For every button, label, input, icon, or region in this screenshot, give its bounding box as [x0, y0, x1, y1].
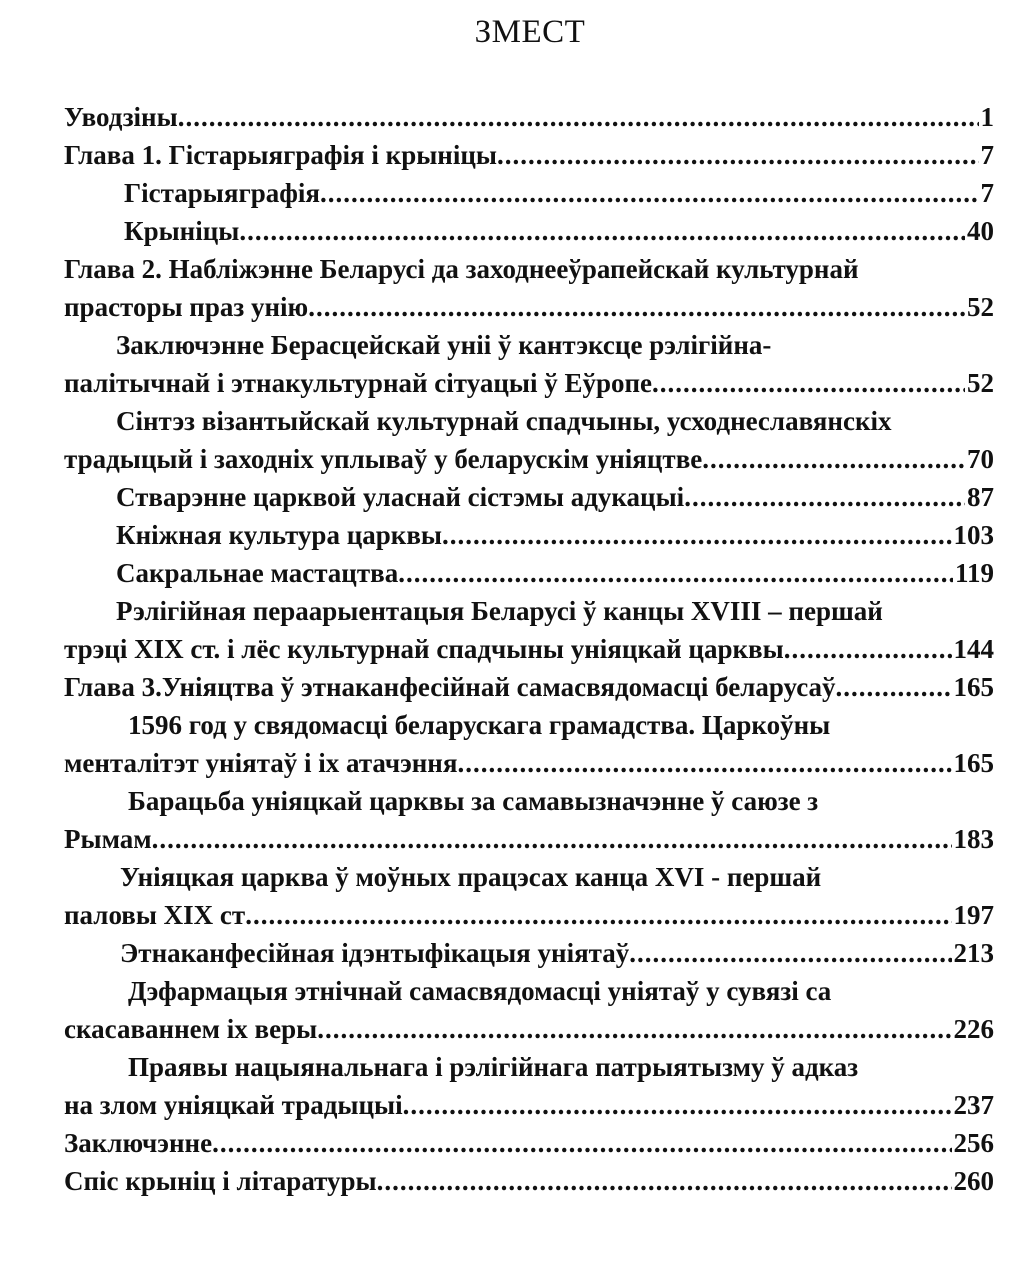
- toc-page-number: 237: [953, 1090, 994, 1120]
- toc-page-number: 165: [953, 672, 994, 702]
- toc-entry-text: Крыніцы: [124, 216, 240, 246]
- toc-entry-text: Кніжная культура царквы: [116, 520, 442, 550]
- toc-entry-text: паловы XIX ст: [64, 900, 246, 930]
- toc-entry: [64, 250, 994, 288]
- toc-entry: [64, 288, 994, 326]
- toc-entry-text: Заключэнне: [64, 1128, 213, 1158]
- toc-page-number: 1: [980, 102, 994, 132]
- toc-entry: [64, 98, 994, 136]
- toc-leader-dots: [403, 1086, 952, 1124]
- toc-page-number: 52: [967, 368, 994, 398]
- toc-leader-dots: [178, 98, 979, 136]
- toc-entry: [64, 820, 994, 858]
- toc-entry-text: Глава 2. Набліжэнне Беларусі да заходнееўрапейскай культурнай: [64, 254, 859, 284]
- toc-entry-text: трэці XIX ст. і лёс культурнай спадчыны уніяцкай царквы: [64, 634, 784, 664]
- toc-entry-text: Этнаканфесійная ідэнтыфікацыя уніятаў: [120, 938, 630, 968]
- toc-entry-text: Гістарыяграфія: [124, 178, 321, 208]
- toc-entry-text: Уніяцкая царква ў моўных працэсах канца XVI - першай: [120, 862, 822, 892]
- toc-leader-dots: [152, 820, 952, 858]
- toc-page-number: 197: [953, 900, 994, 930]
- toc-leader-dots: [239, 212, 965, 250]
- toc-page-number: 87: [967, 482, 994, 512]
- toc-entry: [64, 1124, 994, 1162]
- toc-entry-text: Уводзіны: [64, 102, 178, 132]
- toc-entry-text: Рымам: [64, 824, 152, 854]
- toc-entry-text: Стварэнне царквой уласнай сістэмы адукацыі: [116, 482, 685, 512]
- toc-entry: [64, 516, 994, 554]
- toc-entry: [64, 972, 994, 1010]
- toc-leader-dots: [320, 174, 978, 212]
- toc-leader-dots: [212, 1124, 951, 1162]
- toc-entry-text: на злом уніяцкай традыцыі: [64, 1090, 403, 1120]
- toc-entry: [64, 896, 994, 934]
- toc-page-number: 119: [954, 558, 994, 588]
- toc-entry: [64, 592, 994, 630]
- toc-entry: [64, 554, 994, 592]
- toc-page-number: 103: [953, 520, 994, 550]
- toc-page-number: 260: [953, 1166, 994, 1196]
- toc-entry-text: прасторы праз унію: [64, 292, 309, 322]
- toc-page-number: 52: [967, 292, 994, 322]
- toc-entry: [64, 364, 994, 402]
- toc-entry: [64, 630, 994, 668]
- toc-page-number: 226: [953, 1014, 994, 1044]
- toc-page-number: 183: [953, 824, 994, 854]
- toc-page-number: 165: [953, 748, 994, 778]
- toc-page-number: 144: [953, 634, 994, 664]
- toc-entry: [64, 1048, 994, 1086]
- toc-entry: [64, 858, 994, 896]
- toc-entry: [64, 782, 994, 820]
- toc-entry-text: Барацьба уніяцкай царквы за самавызначэнне ў саюзе з: [128, 786, 819, 816]
- toc-entry: [64, 1162, 994, 1200]
- toc-leader-dots: [652, 364, 965, 402]
- toc-entry: [64, 326, 994, 364]
- toc-entry-text: скасаваннем іх веры: [64, 1014, 318, 1044]
- toc-entry: [64, 934, 994, 972]
- toc-leader-dots: [497, 136, 979, 174]
- toc-entry: [64, 1010, 994, 1048]
- toc-entry: [64, 1086, 994, 1124]
- toc-page-number: 256: [953, 1128, 994, 1158]
- toc-entry: [64, 744, 994, 782]
- toc-leader-dots: [702, 440, 965, 478]
- toc-leader-dots: [308, 288, 965, 326]
- toc-entry: [64, 478, 994, 516]
- toc-entry-text: традыцый і заходніх уплываў у беларускім уніяцтве: [64, 444, 703, 474]
- toc-leader-dots: [836, 668, 952, 706]
- toc-entry-text: Спіс крыніц і літаратуры: [64, 1166, 377, 1196]
- toc-entry: [64, 212, 994, 250]
- toc-list: [64, 98, 994, 1200]
- toc-page-number: 70: [967, 444, 994, 474]
- toc-page-number: 7: [980, 178, 994, 208]
- toc-entry-text: Заключэнне Берасцейскай уніі ў кантэксце рэлігійна-: [116, 330, 772, 360]
- toc-entry-text: палітычнай і этнакультурнай сітуацыі ў Еўропе: [64, 368, 653, 398]
- toc-entry: [64, 440, 994, 478]
- toc-entry: [64, 706, 994, 744]
- toc-entry-text: менталітэт уніятаў і іх атачэння: [64, 748, 458, 778]
- toc-entry: [64, 402, 994, 440]
- toc-leader-dots: [457, 744, 951, 782]
- toc-entry: [64, 136, 994, 174]
- toc-entry-text: Дэфармацыя этнічнай самасвядомасці уніятаў у сувязі са: [128, 976, 832, 1006]
- page-title: ЗМЕСТ: [474, 14, 586, 50]
- toc-page-number: 213: [953, 938, 994, 968]
- toc-page-number: 40: [967, 216, 994, 246]
- toc-leader-dots: [629, 934, 951, 972]
- toc-entry: [64, 668, 994, 706]
- toc-entry-text: Глава 3.Уніяцтва ў этнаканфесійнай самасвядомасці беларусаў: [64, 672, 836, 702]
- toc-leader-dots: [684, 478, 965, 516]
- toc-leader-dots: [442, 516, 952, 554]
- toc-leader-dots: [245, 896, 951, 934]
- toc-entry-text: Сінтэз візантыйскай культурнай спадчыны, усходнеславянскіх: [116, 406, 892, 436]
- toc-page-number: 7: [980, 140, 994, 170]
- toc-leader-dots: [784, 630, 952, 668]
- toc-entry-text: 1596 год у свядомасці беларускага грамадства. Царкоўны: [128, 710, 831, 740]
- toc-leader-dots: [398, 554, 953, 592]
- toc-leader-dots: [377, 1162, 952, 1200]
- toc-entry-text: Сакральнае мастацтва: [116, 558, 399, 588]
- toc-entry-text: Рэлігійная пераарыентацыя Беларусі ў канцы XVIII – першай: [116, 596, 883, 626]
- toc-leader-dots: [317, 1010, 951, 1048]
- toc-entry-text: Глава 1. Гістарыяграфія і крыніцы: [64, 140, 497, 170]
- toc-entry-text: Праявы нацыянальнага і рэлігійнага патрыятызму ў адказ: [128, 1052, 859, 1082]
- toc-entry: [64, 174, 994, 212]
